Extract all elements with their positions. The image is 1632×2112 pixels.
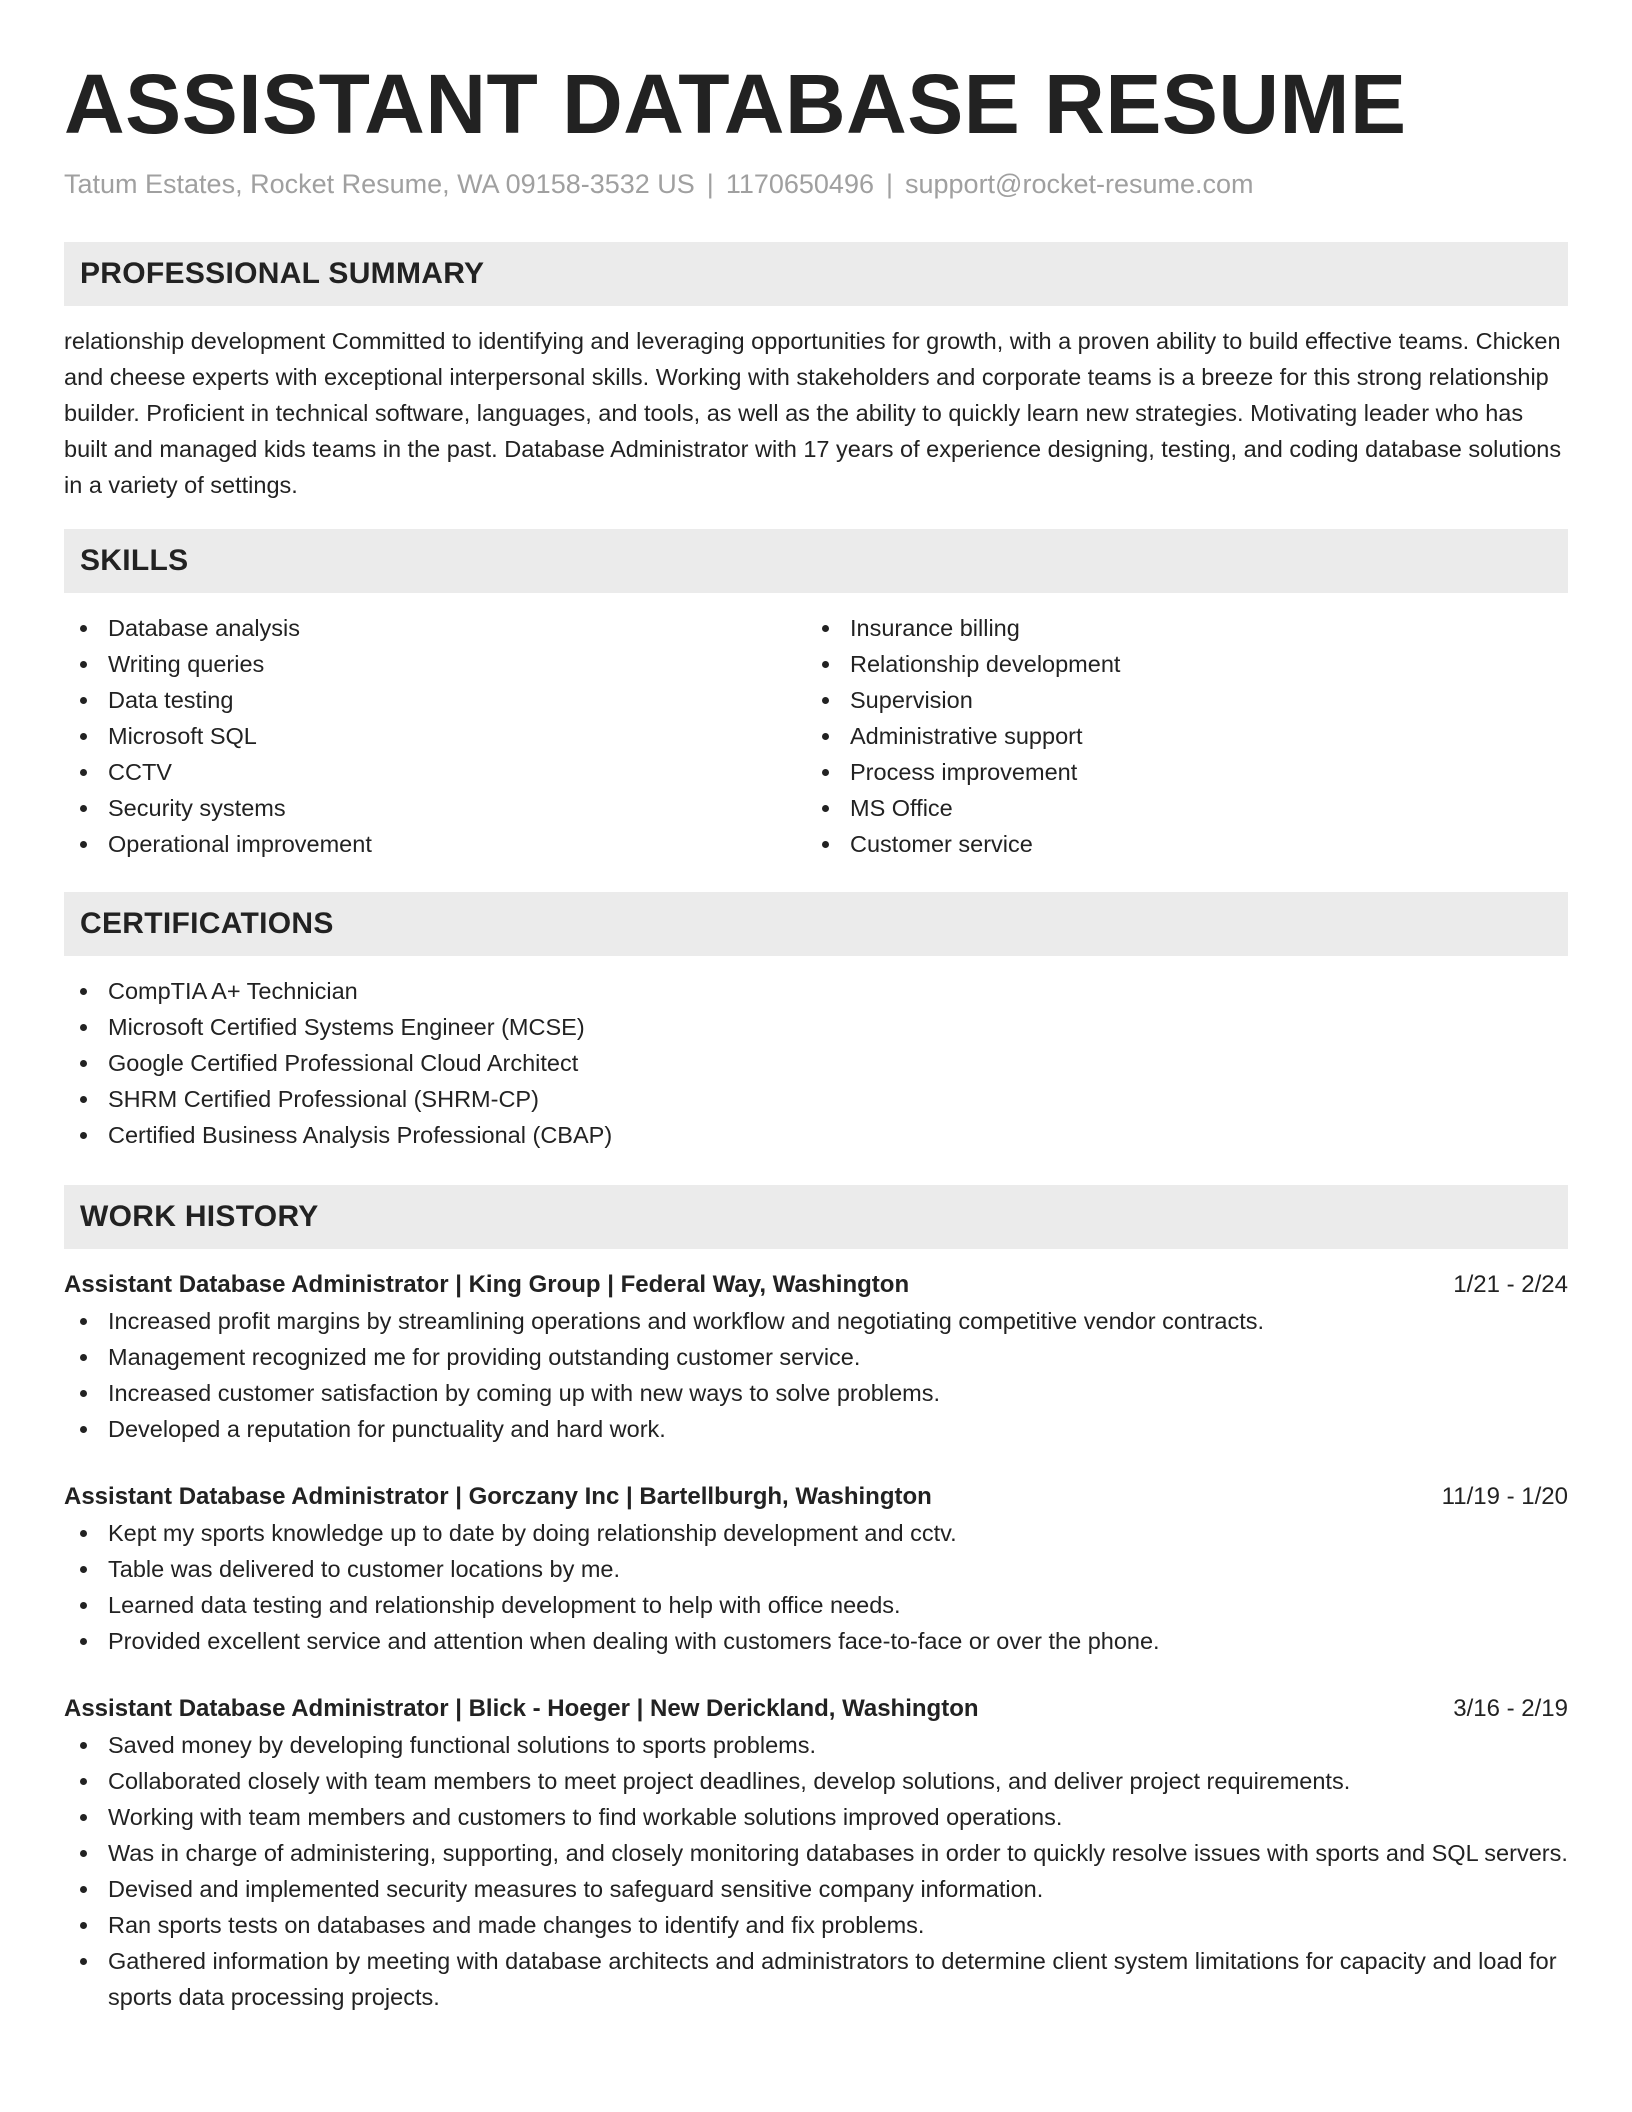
job-bullet (64, 1339, 1568, 1375)
bullet-dot (822, 661, 829, 668)
job-header (64, 1479, 1568, 1515)
bullet-dot (822, 733, 829, 740)
job-title: Assistant Database Administrator | Gorczany Inc | Bartellburgh, Washington (64, 1483, 932, 1510)
job-entry (64, 1479, 1568, 1659)
certification-item (64, 1081, 1568, 1117)
skill-label: Relationship development (850, 651, 1121, 677)
bullet-dot (80, 1426, 87, 1433)
skill-label: Process improvement (850, 759, 1078, 785)
bullet-dot (80, 1638, 87, 1645)
job-bullet (64, 1587, 1568, 1623)
skill-label: Customer service (850, 831, 1033, 857)
bullet-dot (80, 1778, 87, 1785)
job-bullet (64, 1303, 1568, 1339)
job-dates: 3/16 - 2/19 (1453, 1695, 1568, 1722)
section-header-certifications: CERTIFICATIONS (64, 892, 1568, 956)
bullet-dot (80, 1354, 87, 1361)
job-entry (64, 1267, 1568, 1447)
certification-label: Google Certified Professional Cloud Architect (108, 1050, 579, 1076)
skill-label: CCTV (108, 759, 172, 785)
job-bullet-text: Collaborated closely with team members to meet project deadlines, develop solutions, and deliver project requirements. (108, 1768, 1351, 1794)
job-bullet-text: Developed a reputation for punctuality and hard work. (108, 1416, 666, 1442)
job-entry (64, 1691, 1568, 2015)
bullet-dot (80, 1318, 87, 1325)
bullet-dot (80, 1850, 87, 1857)
skill-label: Administrative support (850, 723, 1083, 749)
job-bullet (64, 1871, 1568, 1907)
bullet-dot (80, 1814, 87, 1821)
skill-item (806, 790, 1548, 826)
skills-column-right (806, 610, 1548, 862)
bullet-dot (80, 1742, 87, 1749)
summary-text: relationship development Committed to identifying and leveraging opportunities for growth, with a proven ability to build effective teams. Chicken and cheese experts with exceptional interpersonal skills. Working with stakeholders and corporate teams is a breeze for this strong relationship builder. Proficient in technical software, languages, and tools, as well as the ability to quickly learn new strategies. Motivating leader who has built and managed kids teams in the past. Database Administrator with 17 years of experience designing, testing, and coding database solutions in a variety of settings. (64, 328, 1562, 498)
skill-item (806, 718, 1548, 754)
skill-item (806, 826, 1548, 862)
skill-item (806, 610, 1548, 646)
skill-item (806, 646, 1548, 682)
skills-list-left (64, 610, 806, 862)
job-bullet-text: Management recognized me for providing outstanding customer service. (108, 1344, 861, 1370)
section-header-skills: SKILLS (64, 529, 1568, 593)
bullet-dot (822, 697, 829, 704)
job-bullet-text: Ran sports tests on databases and made changes to identify and fix problems. (108, 1912, 925, 1938)
contact-address: Tatum Estates, Rocket Resume, WA 09158-3532 US (64, 169, 695, 199)
job-header (64, 1267, 1568, 1303)
certification-label: SHRM Certified Professional (SHRM-CP) (108, 1086, 539, 1112)
job-bullet-text: Learned data testing and relationship development to help with office needs. (108, 1592, 901, 1618)
certifications-list (64, 973, 1568, 1153)
contact-phone: 1170650496 (725, 169, 874, 199)
skills-column-left (64, 610, 806, 862)
bullet-dot (80, 625, 87, 632)
job-bullets (64, 1727, 1568, 2015)
bullet-dot (80, 1024, 87, 1031)
bullet-dot (80, 805, 87, 812)
job-bullet-text: Gathered information by meeting with database architects and administrators to determine client system limitations for capacity and load for sports data processing projects. (108, 1948, 1557, 2010)
job-bullet (64, 1551, 1568, 1587)
skill-label: Database analysis (108, 615, 301, 641)
skill-label: Supervision (850, 687, 973, 713)
skill-item (64, 718, 806, 754)
job-bullet-text: Increased profit margins by streamlining operations and workflow and negotiating competitive vendor contracts. (108, 1308, 1265, 1334)
skill-item (806, 754, 1548, 790)
skill-item (64, 646, 806, 682)
job-dates: 11/19 - 1/20 (1441, 1483, 1568, 1510)
resume-title: ASSISTANT DATABASE RESUME (64, 57, 1407, 151)
skill-item (64, 610, 806, 646)
bullet-dot (80, 733, 87, 740)
certification-item (64, 973, 1568, 1009)
bullet-dot (822, 769, 829, 776)
certification-label: Certified Business Analysis Professional (CBAP) (108, 1122, 613, 1148)
skill-label: Security systems (108, 795, 286, 821)
job-bullet (64, 1727, 1568, 1763)
job-title: Assistant Database Administrator | King Group | Federal Way, Washington (64, 1271, 910, 1298)
contact-line (64, 166, 1568, 202)
job-bullet-text: Devised and implemented security measures to safeguard sensitive company information. (108, 1876, 1044, 1902)
bullet-dot (80, 1060, 87, 1067)
bullet-dot (80, 1096, 87, 1103)
job-bullet (64, 1375, 1568, 1411)
skill-item (64, 754, 806, 790)
bullet-dot (80, 1602, 87, 1609)
skill-label: MS Office (850, 795, 953, 821)
certification-label: CompTIA A+ Technician (108, 978, 358, 1004)
job-bullet (64, 1515, 1568, 1551)
bullet-dot (80, 1958, 87, 1965)
skill-item (806, 682, 1548, 718)
bullet-dot (80, 1566, 87, 1573)
skill-label: Operational improvement (108, 831, 372, 857)
bullet-dot (80, 1886, 87, 1893)
section-header-summary: PROFESSIONAL SUMMARY (64, 242, 1568, 306)
skills-list-right (806, 610, 1548, 862)
skill-label: Data testing (108, 687, 234, 713)
skill-label: Writing queries (108, 651, 265, 677)
job-bullet-text: Table was delivered to customer locations by me. (108, 1556, 621, 1582)
bullet-dot (80, 697, 87, 704)
job-bullet-text: Saved money by developing functional solutions to sports problems. (108, 1732, 817, 1758)
job-bullet (64, 1411, 1568, 1447)
job-bullet (64, 1799, 1568, 1835)
skill-item (64, 790, 806, 826)
bullet-dot (80, 1922, 87, 1929)
job-dates: 1/21 - 2/24 (1453, 1271, 1568, 1298)
contact-separator: | (706, 169, 714, 199)
certification-item (64, 1117, 1568, 1153)
skill-item (64, 682, 806, 718)
bullet-dot (822, 841, 829, 848)
bullet-dot (80, 1390, 87, 1397)
bullet-dot (822, 805, 829, 812)
section-header-work-history: WORK HISTORY (64, 1185, 1568, 1249)
job-bullet-text: Kept my sports knowledge up to date by doing relationship development and cctv. (108, 1520, 957, 1546)
skill-item (64, 826, 806, 862)
bullet-dot (80, 661, 87, 668)
skill-label: Insurance billing (850, 615, 1020, 641)
job-bullet-text: Provided excellent service and attention when dealing with customers face-to-face or over the phone. (108, 1628, 1160, 1654)
job-bullets (64, 1515, 1568, 1659)
skills-grid (64, 610, 1568, 862)
bullet-dot (80, 1132, 87, 1139)
job-header (64, 1691, 1568, 1727)
bullet-dot (80, 988, 87, 995)
job-bullet (64, 1623, 1568, 1659)
job-bullet-text: Was in charge of administering, supporting, and closely monitoring databases in order to quickly resolve issues with sports and SQL servers. (108, 1840, 1568, 1866)
resume-page (64, 0, 1568, 2015)
job-bullet (64, 1763, 1568, 1799)
job-bullet (64, 1907, 1568, 1943)
bullet-dot (80, 841, 87, 848)
bullet-dot (822, 625, 829, 632)
job-bullets (64, 1303, 1568, 1447)
certification-item (64, 1009, 1568, 1045)
contact-email[interactable]: support@rocket-resume.com (905, 169, 1254, 199)
job-bullet (64, 1943, 1568, 2015)
bullet-dot (80, 769, 87, 776)
skill-label: Microsoft SQL (108, 723, 257, 749)
job-bullet-text: Increased customer satisfaction by coming up with new ways to solve problems. (108, 1380, 941, 1406)
job-bullet (64, 1835, 1568, 1871)
job-title: Assistant Database Administrator | Blick - Hoeger | New Derickland, Washington (64, 1695, 979, 1722)
contact-separator: | (885, 169, 893, 199)
job-bullet-text: Working with team members and customers to find workable solutions improved operations. (108, 1804, 1063, 1830)
certification-item (64, 1045, 1568, 1081)
bullet-dot (80, 1530, 87, 1537)
certification-label: Microsoft Certified Systems Engineer (MCSE) (108, 1014, 585, 1040)
